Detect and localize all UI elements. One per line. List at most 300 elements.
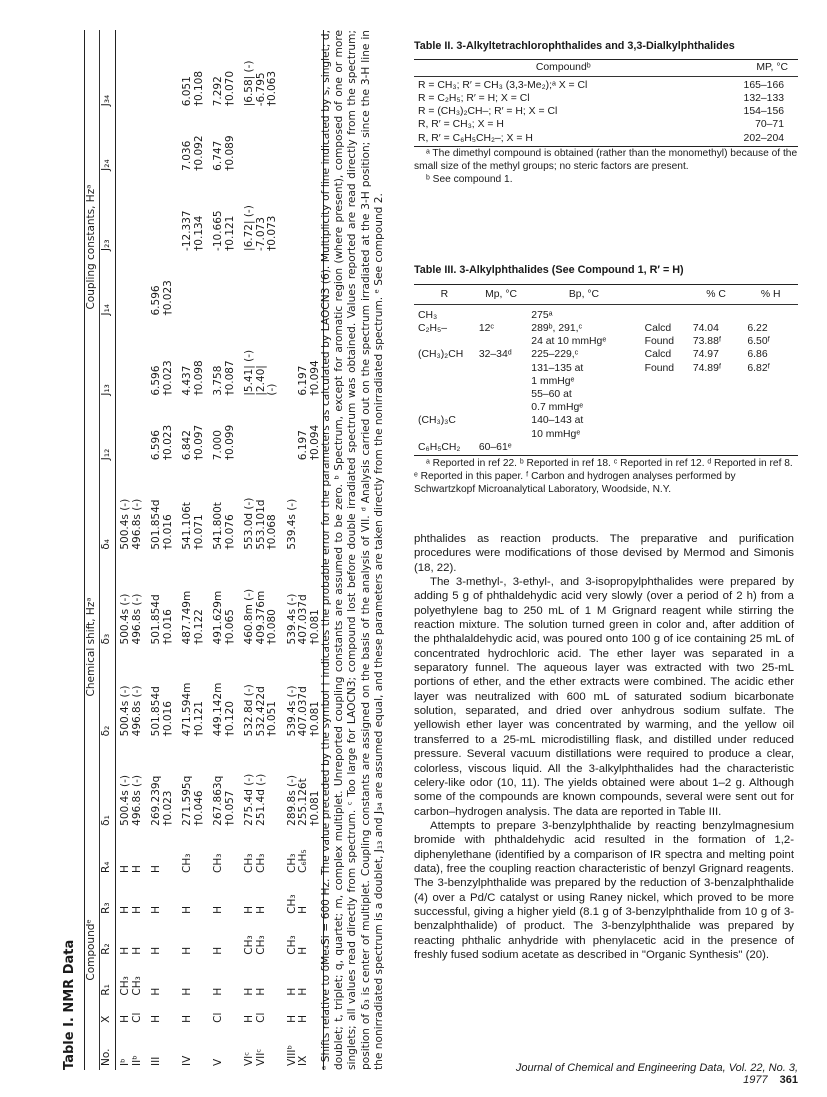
table-cell: [143, 30, 163, 110]
table-cell: 460.8m (-): [243, 588, 255, 645]
table-cell: H: [181, 1014, 193, 1023]
table2-compound-header: Compoundᵇ: [535, 61, 591, 73]
table-cell: CH₃: [285, 935, 298, 955]
table-cell: 496.8s (-): [130, 685, 143, 737]
table-row: [414, 322, 798, 335]
table-cell: -7.073: [254, 217, 267, 251]
table-cell: Iᵇ: [119, 1058, 131, 1066]
table-cell: 539.4s (-): [285, 593, 298, 645]
table-cell: [743, 304, 798, 322]
table-cell: [194, 877, 206, 918]
table-cell: Calcd: [644, 349, 672, 361]
table-cell: CH₃: [285, 894, 298, 914]
table-cell: VIIᶜ: [254, 1048, 267, 1066]
table-row: [414, 118, 798, 131]
table-cell: [641, 375, 689, 388]
table-cell: [194, 255, 206, 320]
table-cell: [163, 830, 175, 877]
table-cell: 275ᵃ: [531, 309, 553, 321]
table1-col-header: J₁₃: [99, 320, 116, 400]
table-cell: [194, 959, 206, 1000]
table-cell: †0.089: [223, 135, 236, 171]
table-cell: 131–135 at: [531, 362, 584, 374]
table-cell: [414, 428, 475, 441]
page-footer: [480, 1062, 798, 1086]
table-cell: †0.063: [266, 70, 278, 107]
table-cell: [267, 740, 279, 829]
table-cell: [236, 110, 256, 175]
table-cell: [163, 1027, 175, 1070]
table-cell: 496.8s (-): [130, 498, 143, 550]
table1-col-header: J₃₄: [99, 30, 116, 110]
table-cell: 6.596: [150, 365, 162, 396]
table2: [414, 61, 798, 74]
table-cell: 496.8s (-): [130, 593, 143, 645]
table-cell: †0.051: [266, 701, 278, 737]
table-cell: C₆H₅CH₂: [418, 441, 461, 453]
table-cell: H: [297, 905, 309, 914]
table3-col-header: R: [414, 285, 475, 305]
table-cell: H: [150, 865, 162, 873]
table-cell: [116, 320, 132, 400]
table-cell: †0.122: [192, 609, 205, 645]
table-cell: [527, 441, 640, 454]
table-cell: 500.4s (-): [119, 685, 131, 737]
table-cell: 6.051: [181, 76, 193, 107]
table-cell: 496.8s (-): [130, 774, 143, 826]
table-cell: (CH₃)₂CH: [418, 349, 464, 361]
table1-col-header: δ₄: [99, 464, 116, 553]
table-cell: †0.097: [192, 424, 205, 461]
table1-col-header: X: [99, 1000, 116, 1027]
journal-citation: Journal of Chemical and Engineering Data, Vol. 22, No. 3, 1977: [515, 1062, 798, 1086]
table-cell: [267, 110, 279, 175]
table-cell: CH₃: [212, 853, 224, 873]
table3-body: [414, 304, 798, 454]
table-row: [414, 362, 798, 375]
table-cell: 74.97: [692, 349, 719, 361]
table-cell: [279, 30, 299, 110]
table3-col-header: Bp, °C: [527, 285, 640, 305]
table-cell: [225, 1000, 237, 1027]
table1-title: Table I. NMR Data: [62, 939, 77, 1070]
table-cell: 6.747: [212, 140, 224, 171]
table2-block: [414, 40, 798, 186]
table3-title: Table III. 3-Alkylphthalides (See Compound 1, R′ = H): [414, 264, 684, 276]
table-cell: H: [119, 1014, 131, 1023]
table-cell: †0.094: [310, 320, 324, 400]
table-cell: H: [285, 1014, 298, 1023]
table-cell: [225, 255, 237, 320]
table-cell: [298, 110, 310, 175]
table-cell: [225, 830, 237, 877]
table-cell: [279, 255, 299, 320]
table-cell: [256, 110, 268, 175]
table-cell: [475, 335, 527, 348]
table3-col-header: % C: [689, 285, 744, 305]
table-cell: H: [254, 905, 267, 914]
table-cell: †0.120: [223, 701, 236, 737]
table-cell: -10.665: [212, 210, 224, 251]
table-cell: 541.800t: [212, 502, 224, 550]
table1-footnote: ᵃ Shifts relative to δMe₄Si = 600 Hz. The value preceded by the symbol † indicates the probable error for the parameters as calculated by LAOCN3 (6). Multiplicity of line indicated by s, singlet; d, doublet; t, triplet; q, quartet; m, complex multiplet. Unreported coupling constants are assumed to be zero. ᵇ Spectrum, except for aromatic region (where present), composed of one or more singlets; all values read directly from spectrum. ᶜ Too large for LAOCN3; compound lost before double irradiated spectrum was obtained. Values reported are read directly from the spectrum; position of δ₃ is center of multiplet. Coupling constants are assigned on the basis of the analysis of VII. ᵈ Analysis carried out on the spectrum irradiated at the 3-H position; since the 3-H line in the nonirradiated spectrum is a doublet, J₁₃ and J₃₄ are assumed equal, and these parameters are taken directly from the nonirradiated spectrum. ᵉ See compound 2.: [320, 30, 385, 1070]
table-cell: Cl: [254, 1012, 267, 1023]
table-row: [414, 375, 798, 388]
article-body: [414, 532, 794, 962]
table-cell: H: [181, 987, 193, 996]
table-row: [205, 30, 225, 1070]
table-cell: CH₃: [285, 853, 298, 873]
table-cell: CH₃: [254, 935, 267, 955]
table-cell: [236, 400, 256, 465]
table1-body: [116, 30, 324, 1070]
table-cell: H: [119, 865, 131, 873]
table-cell: 539.4s (-): [285, 685, 298, 737]
table-cell: 487.749m: [181, 590, 193, 645]
table-cell: †0.023: [161, 360, 174, 396]
table-cell: 225–229,ᶜ: [531, 349, 579, 361]
table-cell: [475, 375, 527, 388]
table-cell: †0.121: [192, 701, 205, 737]
table-cell: [205, 255, 225, 320]
table-cell: H: [212, 905, 224, 914]
table-cell: 491.629m: [212, 590, 224, 645]
table-cell: [163, 30, 175, 110]
table-cell: 255.126t: [297, 778, 309, 826]
table-cell: H: [181, 946, 193, 955]
table-cell: [163, 877, 175, 918]
table-cell: 7.000: [212, 430, 224, 461]
table-cell: 501.854d: [150, 499, 162, 550]
table-cell: H: [212, 946, 224, 955]
table-cell: [743, 414, 798, 427]
table1-col-header: δ₂: [99, 648, 116, 740]
table-cell: H: [254, 987, 267, 996]
table-cell: [132, 320, 144, 400]
compound-cell: R, R′ = CH₃; X = H: [418, 119, 504, 131]
table-cell: 553.0d (-): [243, 497, 255, 550]
chemical-shift-group-header: Chemical shift, Hzᵃ: [85, 464, 100, 830]
table-cell: [256, 400, 268, 465]
table-cell: [475, 388, 527, 401]
table-cell: [225, 1027, 237, 1070]
paragraph-1: phthalides as reaction products. The preparative and purification procedures were modifications of those devised by Mermod and Simonis (18, 22).: [414, 533, 794, 574]
table-cell: 539.4s (-): [285, 498, 298, 550]
table-cell: |6.58| (-): [243, 60, 255, 107]
table-cell: CH₃: [130, 976, 143, 996]
table-cell: Cl: [212, 1012, 224, 1023]
table-cell: 55–60 at: [531, 389, 572, 401]
table-cell: 6.596: [150, 285, 162, 316]
table-cell: [116, 110, 132, 175]
table-cell: [267, 830, 279, 877]
table-cell: 4.437: [181, 365, 193, 396]
table-cell: [163, 110, 175, 175]
table3: [414, 285, 798, 454]
table2-title: Table II. 3-Alkyltetrachlorophthalides and 3,3-Dialkylphthalides: [414, 40, 735, 52]
table-cell: [267, 1000, 279, 1027]
table-cell: [225, 877, 237, 918]
table1-col-header: J₂₄: [99, 110, 116, 175]
table-cell: 32–34ᵈ: [478, 349, 512, 361]
table-cell: [256, 255, 268, 320]
table3-note: ᵃ Reported in ref 22. ᵇ Reported in ref 18. ᶜ Reported in ref 12. ᵈ Reported in ref 8. ᵉ Reported in this paper. ᶠ Carbon and hydrogen analyses performed by Schwartzkopf Microanalytical Laboratory, Woodside, N.Y.: [414, 458, 793, 496]
table-cell: H: [150, 1014, 162, 1023]
table-cell: [298, 175, 310, 255]
table-cell: [641, 401, 689, 414]
table-cell: [236, 255, 256, 320]
table-cell: [143, 110, 163, 175]
table-row: [225, 30, 237, 1070]
table-cell: 1 mmHgᵉ: [531, 375, 575, 387]
table-cell: [475, 414, 527, 427]
table-cell: CH₃: [119, 976, 131, 996]
table-cell: 140–143 at: [531, 415, 584, 427]
table-cell: 73.88ᶠ: [692, 336, 722, 348]
table-cell: 6.22: [747, 323, 768, 334]
table-cell: [475, 401, 527, 414]
table1-rotated-region: [58, 24, 398, 1070]
table-cell: H: [297, 987, 309, 996]
table-cell: 271.595q: [181, 775, 193, 826]
table-cell: †0.023: [161, 424, 174, 461]
table-row: [174, 30, 194, 1070]
table-cell: 471.594m: [181, 682, 193, 737]
table-row: [414, 441, 798, 454]
table-cell: [414, 375, 475, 388]
table-cell: 6.50ᶠ: [747, 336, 770, 348]
table-cell: -12.337: [181, 210, 193, 251]
table-cell: [267, 400, 279, 465]
table-cell: 409.376m: [254, 590, 267, 645]
table-cell: [116, 30, 132, 110]
table3-col-header: % H: [743, 285, 798, 305]
table-cell: [414, 335, 475, 348]
mp-cell: 202–204: [743, 132, 784, 144]
table-cell: [475, 428, 527, 441]
table-cell: †0.046: [192, 790, 205, 826]
table-cell: 407.037d: [297, 594, 309, 645]
table-cell: -6.795: [254, 72, 267, 107]
table1-col-header: R₄: [99, 830, 116, 877]
table-cell: H: [150, 905, 162, 914]
table-cell: †0.057: [223, 790, 236, 826]
table-cell: †0.094: [310, 400, 324, 465]
table-row: [414, 428, 798, 441]
table-cell: [132, 400, 144, 465]
table-cell: [689, 388, 744, 401]
table-cell: [267, 918, 279, 959]
table-cell: H: [150, 987, 162, 996]
table-cell: IIᵇ: [130, 1055, 143, 1066]
table-row: [267, 30, 279, 1070]
table-cell: [163, 959, 175, 1000]
table-cell: H: [243, 987, 255, 996]
table-cell: [414, 401, 475, 414]
table-cell: 7.292: [212, 76, 224, 107]
table-cell: [267, 877, 279, 918]
table-cell: CH₃: [243, 853, 255, 873]
table-cell: [743, 375, 798, 388]
table-cell: H: [181, 905, 193, 914]
table-cell: Calcd: [644, 323, 672, 334]
table-cell: [132, 110, 144, 175]
table-cell: [116, 400, 132, 465]
table-cell: Found: [644, 336, 675, 348]
table-cell: V: [212, 1058, 224, 1066]
table1-col-header: R₂: [99, 918, 116, 959]
table1-col-header: No.: [99, 1027, 116, 1070]
table-cell: [414, 388, 475, 401]
table1-col-header: J₁₄: [99, 255, 116, 320]
table-cell: 251.4d (-): [254, 773, 267, 826]
table-cell: †0.092: [192, 135, 205, 171]
table-cell: †0.023: [161, 280, 174, 316]
table-cell: |5.41| (-): [243, 349, 255, 396]
table-cell: 6.86: [747, 349, 768, 361]
table-cell: [743, 428, 798, 441]
table-cell: H: [297, 1014, 309, 1023]
paragraph-3: Attempts to prepare 3-benzylphthalide by reacting benzylmagnesium bromide with phthaldehydic acid resulted in the formation of 1,2-diphenylethane (identified by a comparison of IR spectra and melting point data), free the coupling reaction characteristic of benzyl Grignard reagents. The 3-benzylphthalide was prepared by the reduction of 3-benzalphthalide (4) over a Pd/C catalyst or using Raney nickel, which proved to be more successful, giving a higher yield (8.1 g of 3-benzylphthalide from 10 g of 3-benzalphthalide) of product. The 3-benzylphthalide was prepared by reacting phthalic anhydride with phenylacetic acid in the presence of freshly fused sodium acetate as described in "Organic Synthesis" (20).: [414, 819, 794, 961]
table-cell: H: [297, 946, 309, 955]
table-cell: [116, 175, 132, 255]
table-cell: CH₃: [418, 309, 438, 321]
table-cell: [414, 362, 475, 375]
table-cell: [132, 175, 144, 255]
table-cell: [225, 959, 237, 1000]
table-cell: VIIIᵇ: [285, 1045, 298, 1066]
table-cell: H: [150, 946, 162, 955]
table-cell: 6.596: [150, 430, 162, 461]
table-cell: †0.071: [192, 514, 205, 550]
table-row: [256, 30, 268, 1070]
table-cell: †0.081: [310, 554, 324, 649]
table-row: [414, 388, 798, 401]
table-cell: CH₃: [243, 935, 255, 955]
table-cell: [194, 1027, 206, 1070]
paragraph-2: The 3-methyl-, 3-ethyl-, and 3-isopropylphthalides were prepared by adding 5 g of phthaldehydic acid very slowly (over a period of 2 h) from a polyethylene bag to 250 mL of 1 M Grignard reagent while stirring the reaction mixture. The solution turned green in color and, after addition of the phthalaldehydic acid, was poured onto 100 g of ice containing 25 mL of concentrated hydrochloric acid. The ether layer was separated in a separatory funnel. The aqueous layer was extracted with two 25-mL portions of ether, and the ether extracts were combined. The acidic ether layer was neutralized with 600 mL of saturated sodium bicarbonate solution, separated, and dried over anhydrous sodium sulfate. The yellowish ether layer was concentrated by warming, and the yellow oil transferred to a 25-mL microdistilling flask, and distilled under reduced pressure. Several vacuum distillations were required to produce a clear, colorless, viscous liquid. All the 3-alkylphthalides had the characteristic celery-like odor (10, 11). The yields obtained were about 1–2 g. Although some of the compounds are known compounds, several were sent out for carbon–hydrogen analysis. The data are reported in Table III.: [414, 576, 794, 818]
table-cell: †0.068: [266, 514, 278, 550]
table-cell: 501.854d: [150, 594, 162, 645]
table-row: [132, 30, 144, 1070]
table-cell: 6.197: [297, 430, 309, 461]
table-cell: [267, 1027, 279, 1070]
table-cell: 7.036: [181, 140, 193, 171]
table-cell: 267.863q: [212, 775, 224, 826]
table-cell: 500.4s (-): [119, 593, 131, 645]
table-row: [163, 30, 175, 1070]
table-cell: [194, 1000, 206, 1027]
table-cell: 553.101d: [254, 499, 267, 550]
mp-cell: 154–156: [743, 106, 784, 118]
table1-col-header: R₁: [99, 959, 116, 1000]
table-cell: [689, 441, 744, 454]
table-cell: †0.108: [192, 70, 205, 107]
table-row: [236, 30, 256, 1070]
table-cell: IX: [297, 1055, 309, 1066]
table3-column-headers: [414, 285, 798, 305]
table-cell: 12ᶜ: [478, 323, 495, 334]
table-cell: [298, 464, 310, 553]
mp-cell: 70–71: [755, 119, 784, 131]
table-cell: |2.40|: [254, 365, 267, 396]
mp-cell: 132–133: [743, 93, 784, 104]
table-cell: [641, 388, 689, 401]
table-cell: H: [130, 946, 143, 955]
table-row: [414, 414, 798, 427]
table-cell: †0.098: [192, 360, 205, 396]
table1-col-header: J₁₂: [99, 400, 116, 465]
table-cell: 6.82ᶠ: [747, 362, 770, 374]
table-row: [414, 105, 798, 118]
table-cell: 449.142m: [212, 682, 224, 737]
table-cell: H: [119, 905, 131, 914]
table-cell: 541.106t: [181, 502, 193, 550]
table-row: [414, 79, 798, 92]
table-row: [194, 30, 206, 1070]
table-cell: 289.8s (-): [285, 774, 298, 826]
table1-col-header: δ₃: [99, 554, 116, 649]
table-cell: IV: [181, 1055, 193, 1066]
table-cell: [267, 959, 279, 1000]
table-cell: 289ᵇ, 291,ᶜ: [531, 323, 583, 334]
table-cell: (-): [266, 383, 278, 396]
table-cell: †0.099: [223, 424, 236, 461]
table-row: [298, 30, 310, 1070]
table-cell: III: [150, 1056, 162, 1066]
table-cell: 0.7 mmHgᵉ: [531, 402, 584, 414]
table-cell: [194, 830, 206, 877]
table-cell: [143, 175, 163, 255]
table-cell: [116, 255, 132, 320]
table1-col-header: δ₁: [99, 740, 116, 829]
table-row: [414, 92, 798, 105]
table-cell: 60–61ᵉ: [478, 441, 512, 453]
table-cell: †0.016: [161, 701, 174, 737]
table2-body: [414, 79, 798, 145]
table-cell: [298, 30, 310, 110]
table-cell: †0.076: [223, 514, 236, 550]
table-cell: †0.121: [223, 215, 236, 251]
compound-cell: R = C₂H₅; R′ = H; X = Cl: [418, 93, 530, 104]
table-cell: CH₃: [181, 853, 193, 873]
compound-group-header: Compoundᵉ: [85, 830, 100, 1070]
table-cell: †0.070: [223, 70, 236, 107]
table-cell: [689, 414, 744, 427]
table-cell: [689, 375, 744, 388]
table-cell: †0.081: [310, 648, 324, 740]
table-row: [414, 132, 798, 145]
table-cell: 500.4s (-): [119, 774, 131, 826]
table2-note-a: ᵃ The dimethyl compound is obtained (rather than the monomethyl) because of the small size of the methyl groups; no steric factors are present.: [414, 147, 798, 173]
table-cell: C₆H₅: [297, 849, 309, 873]
table-cell: CH₃: [254, 853, 267, 873]
table-cell: 269.239q: [150, 775, 162, 826]
table-cell: [641, 428, 689, 441]
table-cell: [641, 304, 689, 322]
table-cell: [132, 255, 144, 320]
table-cell: [279, 320, 299, 400]
table-cell: H: [130, 905, 143, 914]
table-cell: †0.016: [161, 514, 174, 550]
table-cell: [743, 388, 798, 401]
table-cell: †0.134: [192, 215, 205, 251]
table-cell: [743, 441, 798, 454]
table-row: [279, 30, 299, 1070]
table-cell: 10 mmHgᵉ: [531, 428, 581, 440]
table-cell: 407.037d: [297, 686, 309, 737]
table-row: [414, 348, 798, 361]
